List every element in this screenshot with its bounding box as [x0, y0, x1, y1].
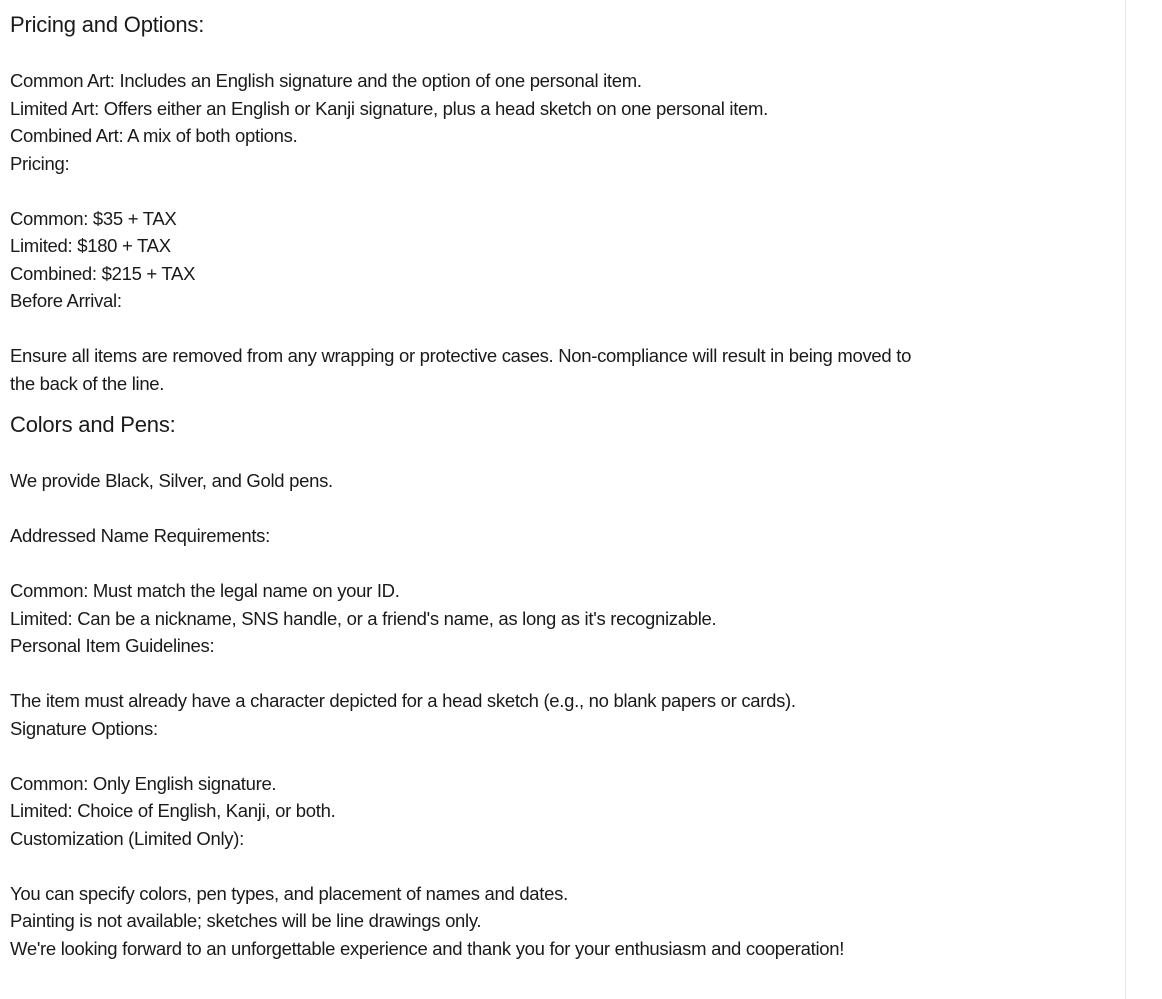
spacer — [10, 397, 1125, 410]
colors-text: We provide Black, Silver, and Gold pens. — [10, 470, 333, 491]
pricing-heading: Pricing and Options: — [10, 12, 205, 37]
item-guidelines-text: The item must already have a character depicted for a head sketch (e.g., no blank papers or cards). — [10, 690, 796, 711]
signature-limited: Limited: Choice of English, Kanji, or both. — [10, 800, 336, 821]
colors-heading: Colors and Pens: — [10, 412, 176, 437]
spacer — [10, 177, 1125, 205]
customization-line-3: We're looking forward to an unforgettable experience and thank you for your enthusiasm and cooperation! — [10, 937, 845, 959]
price-common: Common: $35 + TAX — [10, 207, 177, 229]
art-type-common: Common Art: Includes an English signature and the option of one personal item. — [10, 70, 642, 91]
name-req-common: Common: Must match the legal name on your ID. — [10, 580, 400, 601]
spacer — [10, 495, 1125, 523]
art-type-combined: Combined Art: A mix of both options. — [10, 125, 298, 146]
price-limited: Limited: $180 + TAX — [10, 235, 171, 256]
customization-line-2: Painting is not available; sketches will be line drawings only. — [10, 910, 482, 931]
name-requirements-label: Addressed Name Requirements: — [10, 525, 270, 546]
price-combined: Combined: $215 + TAX — [10, 262, 196, 284]
signature-common: Common: Only English signature. — [10, 772, 277, 794]
customization-label: Customization (Limited Only): — [10, 827, 244, 849]
spacer — [10, 440, 1125, 467]
item-guidelines-label: Personal Item Guidelines: — [10, 635, 215, 656]
spacer — [10, 315, 1125, 343]
name-req-limited: Limited: Can be a nickname, SNS handle, or a friend's name, as long as it's recognizable. — [10, 607, 717, 629]
before-arrival-line-1: Ensure all items are removed from any wrapping or protective cases. Non-compliance will result in being moved to — [10, 345, 912, 366]
before-arrival-label: Before Arrival: — [10, 290, 122, 311]
pricing-label: Pricing: — [10, 152, 70, 174]
spacer — [10, 550, 1125, 578]
spacer — [10, 40, 1125, 67]
art-type-limited: Limited Art: Offers either an English or Kanji signature, plus a head sketch on one personal item. — [10, 97, 768, 119]
spacer — [10, 742, 1125, 770]
spacer — [10, 852, 1125, 880]
before-arrival-line-2: the back of the line. — [10, 372, 165, 394]
spacer — [10, 660, 1125, 688]
customization-line-1: You can specify colors, pen types, and placement of names and dates. — [10, 882, 568, 904]
signature-options-label: Signature Options: — [10, 717, 158, 739]
